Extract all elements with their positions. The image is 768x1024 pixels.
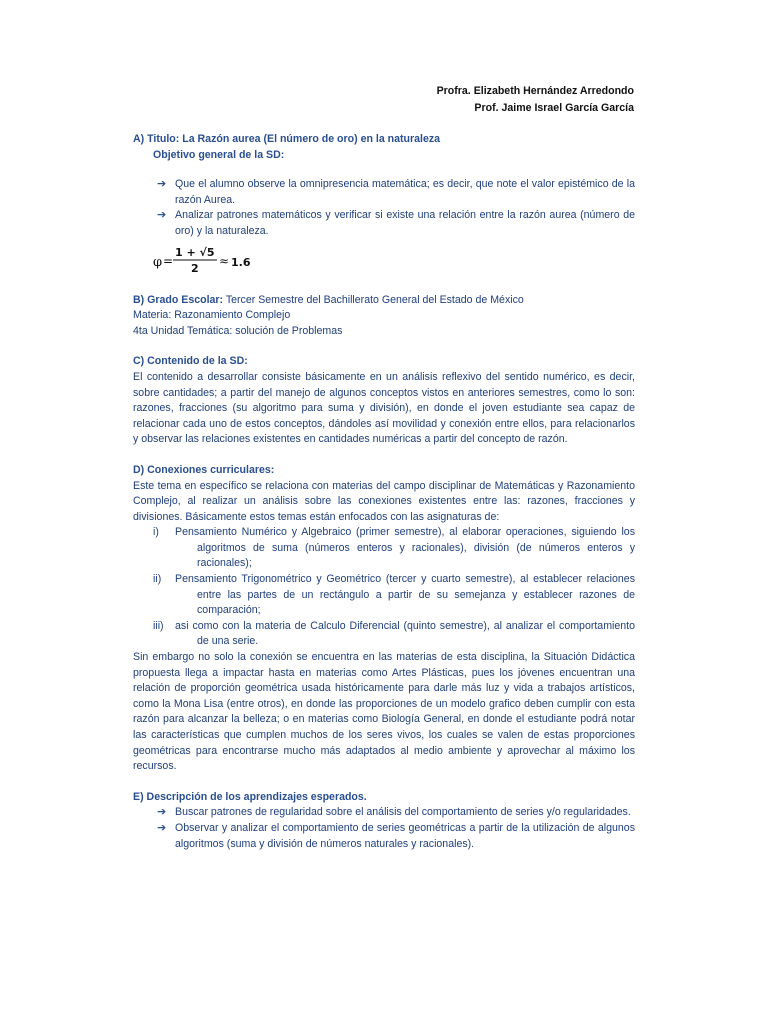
list-item: ➔ Observar y analizar el comportamiento de series geométricas a partir de la utilización de algunos algoritmos (suma y división de números naturales y racionales). <box>157 821 635 850</box>
golden-ratio-formula <box>153 244 635 278</box>
formula-approx: ≈ <box>219 253 230 268</box>
formula-value: 1.6 <box>231 255 251 269</box>
formula-equals: = <box>163 253 174 268</box>
formula-graphic <box>153 244 293 278</box>
list-item: ➔ Que el alumno observe la omnipresencia matemática; es decir, que note el valor epistémico de la razón Aurea. <box>157 178 635 206</box>
section-a-bullets <box>133 177 635 239</box>
author-1: Profra. Elizabeth Hernández Arredondo <box>436 85 634 97</box>
document-body <box>133 132 635 852</box>
arrow-icon: ➔ <box>157 178 167 191</box>
list-item: ➔ Analizar patrones matemáticos y verificar si existe una relación entre la razón aurea (número de oro) y la naturaleza. <box>157 209 635 237</box>
authors-block <box>437 83 634 117</box>
section-b-label: B) Grado Escolar: <box>133 293 224 306</box>
arrow-icon: ➔ <box>157 209 167 222</box>
section-b-line-2: Materia: Razonamiento Complejo <box>133 309 291 322</box>
list-number: ii) <box>153 573 162 586</box>
section-d-title: D) Conexiones curriculares: <box>133 463 275 476</box>
formula-denominator: 2 <box>191 261 199 275</box>
formula-numerator: 1 + √5 <box>175 245 215 259</box>
section-d-intro: Este tema en específico se relaciona con materias del campo disciplinar de Matemáticas y Razonamiento Complejo, al realizar un análisis sobre las conexiones existentes entre las: razones, fracciones y divisiones. Básicamente estos temas están enfocados con las asignaturas de: <box>133 479 635 523</box>
list-number: i) <box>153 526 159 539</box>
list-item: ii) Pensamiento Trigonométrico y Geométrico (tercer y cuarto semestre), al establecer relaciones entre las partes de un rectángulo a partir de su semejanza y establecer razones de comparación; <box>153 573 635 617</box>
section-d-closing: Sin embargo no solo la conexión se encuentra en las materias de esta disciplina, la Situación Didáctica propuesta llega a impactar hasta en materias como Artes Plásticas, pues los jóvenes encuentran una relación de proporción geométrica usada históricamente para darle más luz y vida a trabajos artísticos, como la Mona Lisa (entre otros), en donde las proporciones de un modelo grafico deben cumplir con esta razón para alcanzar la belleza; o en materias como Biología General, en donde el estudiante podrá notar las características que cumplen muchos de los seres vivos, los cuales se valen de estas proporciones geométricas para encontrarse mucho más adaptados al medio ambiente y aprovechar al máximo los recursos. <box>133 651 635 773</box>
section-e-title: E) Descripción de los aprendizajes esperados. <box>133 790 367 803</box>
list-item: iii) asi como con la materia de Calculo Diferencial (quinto semestre), al analizar el comportamiento de una serie. <box>153 619 635 648</box>
arrow-icon: ➔ <box>157 821 167 834</box>
section-c-text: El contenido a desarrollar consiste básicamente en un análisis reflexivo del sentido numérico, es decir, sobre cantidades; a partir del manejo de algunos conceptos vistos en anteriores semestres, como lo son: razones, fracciones (su algoritmo para suma y división), en donde el joven estudiante sea capaz de relacionar cada uno de estos conceptos, dándoles así movilidad y conexión entre ellos, para relacionarlos y observar las relaciones existentes en cantidades numéricas a partir del concepto de razón. <box>133 370 635 446</box>
section-c-title: C) Contenido de la SD: <box>133 355 248 368</box>
section-b-line-1 <box>133 293 635 309</box>
section-e-bullets <box>133 805 635 852</box>
formula-phi: φ <box>153 254 163 270</box>
section-b-value: Tercer Semestre del Bachillerato General del Estado de México <box>223 293 524 306</box>
arrow-icon: ➔ <box>157 806 167 819</box>
section-d-list <box>133 525 635 650</box>
section-a-title: A) Titulo: La Razón aurea (El número de oro) en la naturaleza <box>133 133 441 145</box>
list-item: i) Pensamiento Numérico y Algebraico (primer semestre), al elaborar operaciones, siguiendo los algoritmos de suma (números enteros y racionales), división (de números enteros y racionales); <box>153 526 635 570</box>
section-b-line-3: 4ta Unidad Temática: solución de Problemas <box>133 324 343 337</box>
section-a-subtitle: Objetivo general de la SD: <box>153 148 285 161</box>
list-number: iii) <box>153 619 164 632</box>
author-2: Prof. Jaime Israel García García <box>474 102 634 114</box>
list-item: ➔ Buscar patrones de regularidad sobre el análisis del comportamiento de series y/o regularidades. <box>133 805 635 821</box>
